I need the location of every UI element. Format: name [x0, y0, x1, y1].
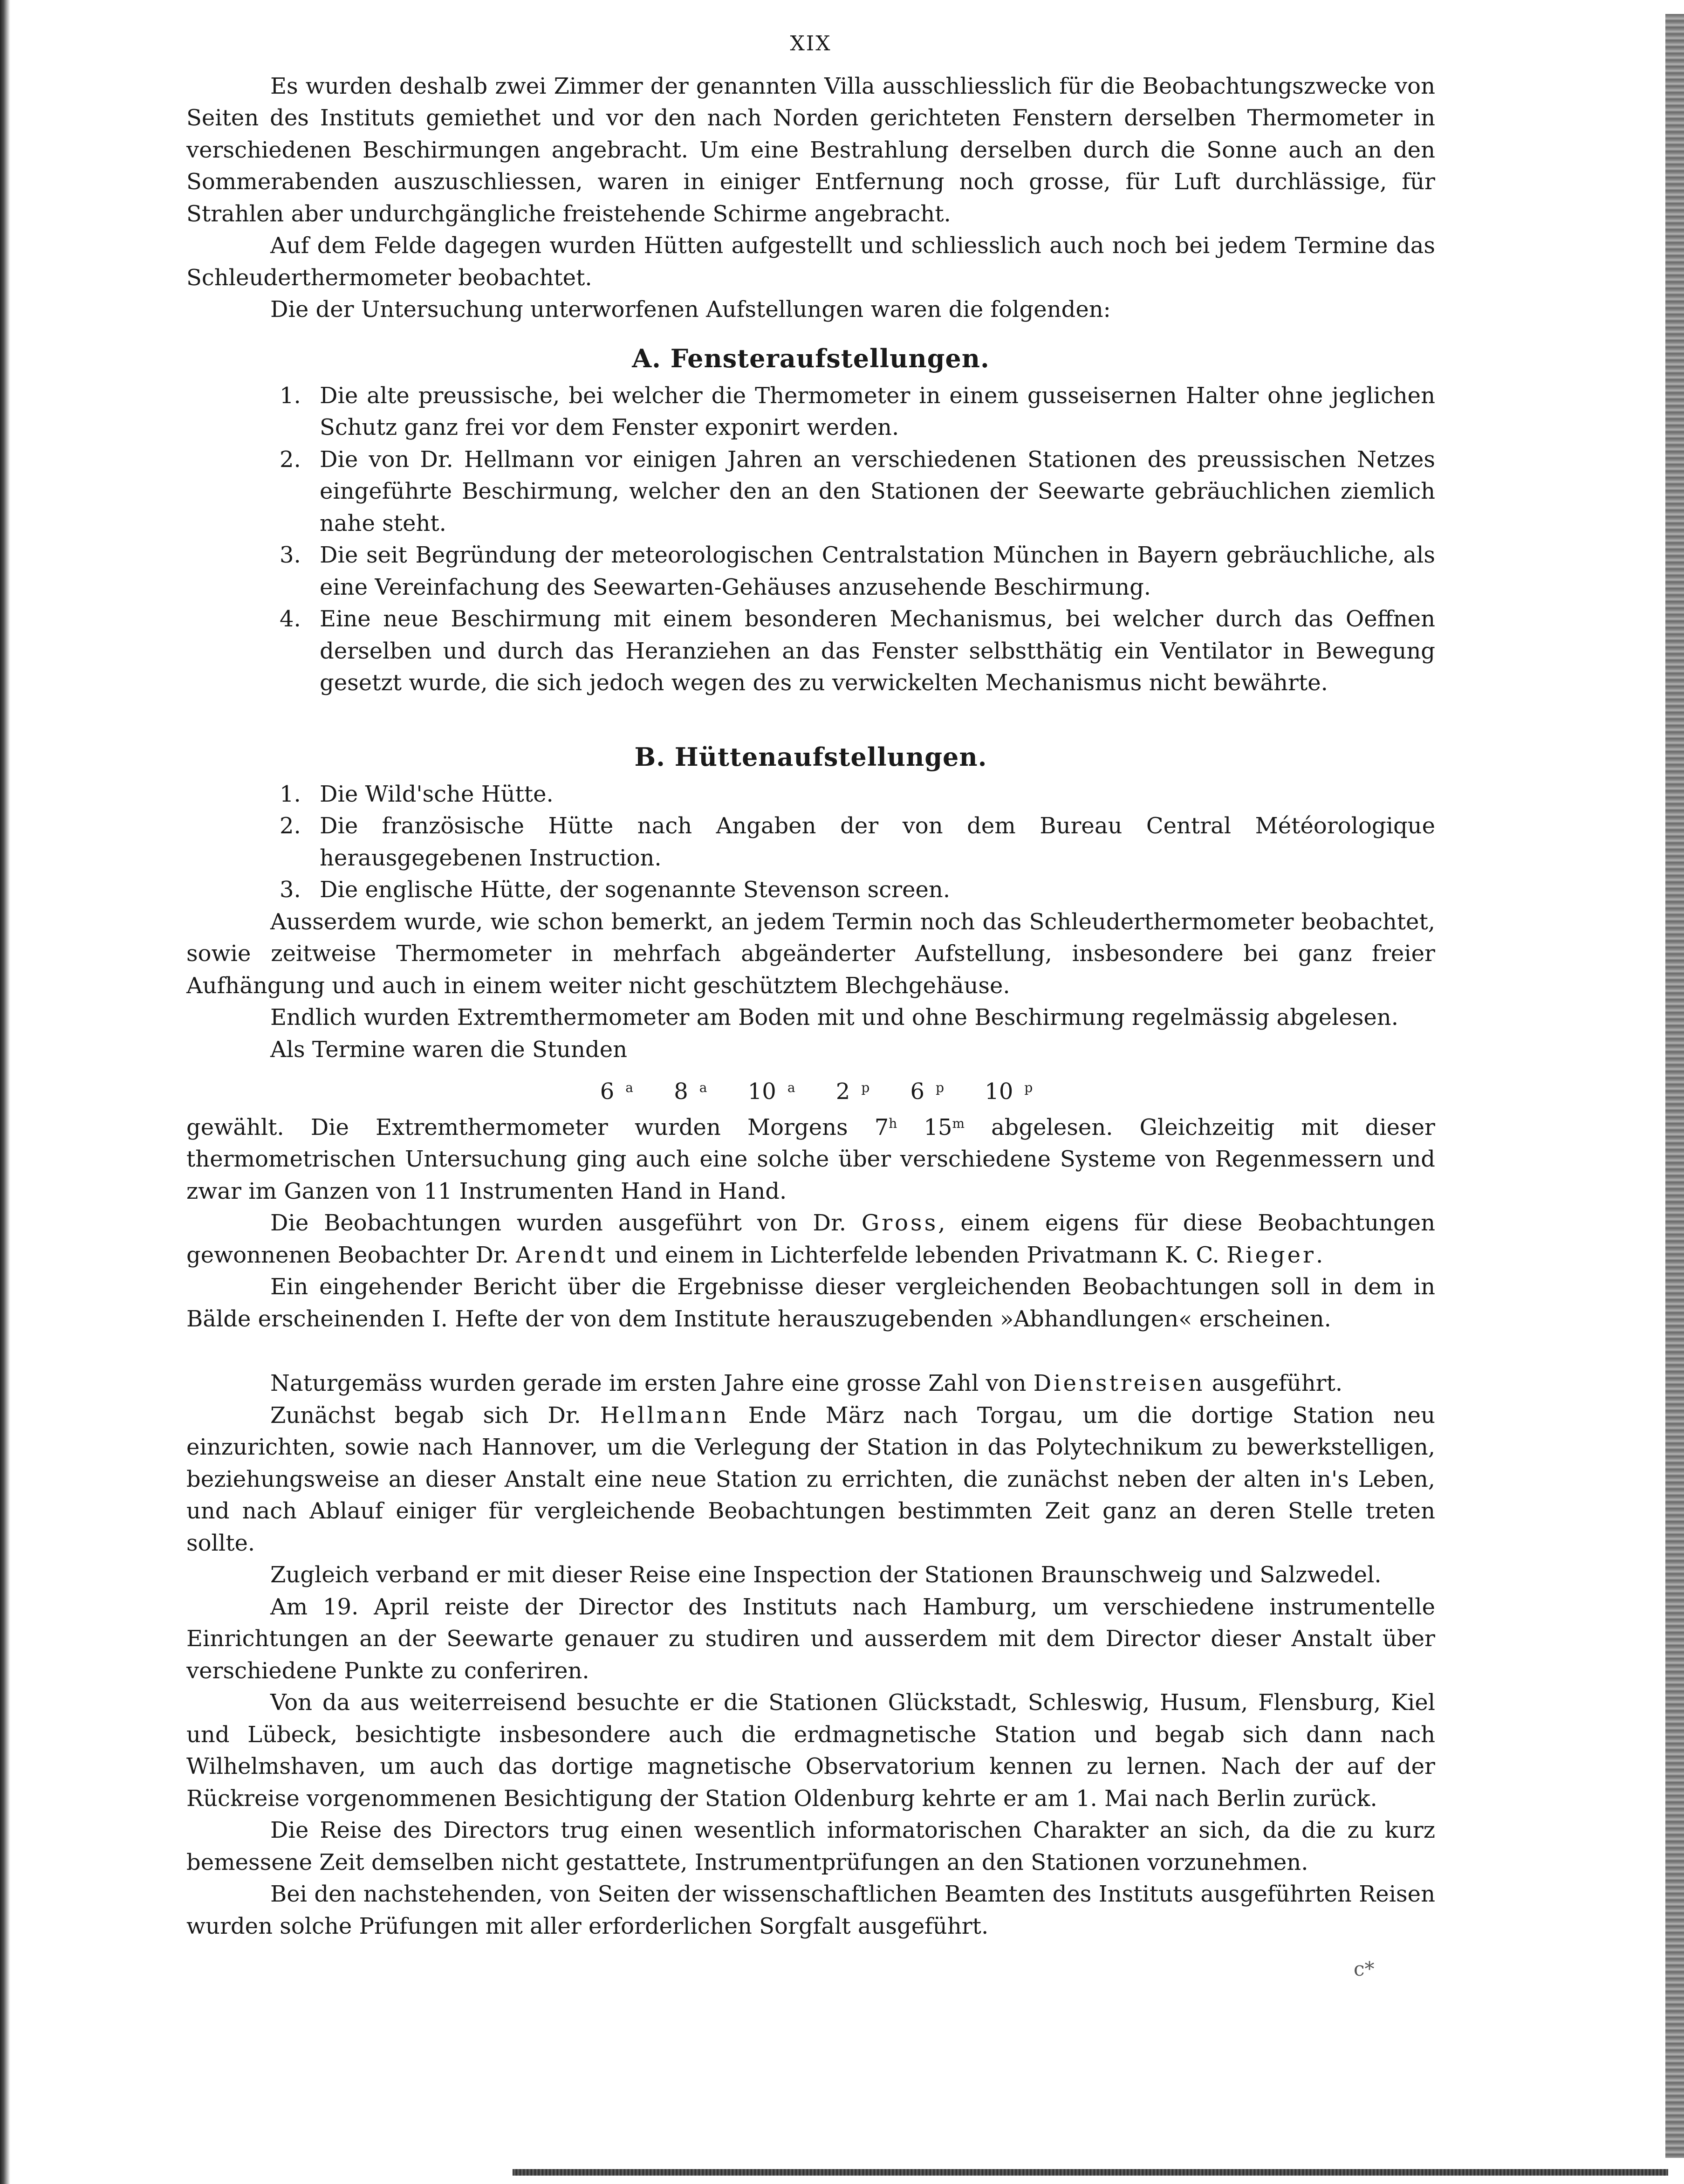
- list-number: 3.: [280, 542, 301, 568]
- list-number: 1.: [280, 781, 301, 807]
- list-text: Die französische Hütte nach Angaben der von dem Bureau Central Météorologique herausgegebenen Instruction.: [320, 813, 1435, 871]
- list-item: [186, 539, 1435, 603]
- paragraph: Bei den nachstehenden, von Seiten der wissenschaftlichen Beamten des Instituts ausgeführten Reisen wurden solche Prüfungen mit aller erforderlichen Sorgfalt ausgeführt.: [186, 1881, 1435, 1939]
- list-item: [186, 778, 1435, 810]
- list-text: Eine neue Beschirmung mit einem besonderen Mechanismus, bei welcher durch das Oeffnen derselben und durch das Heranziehen an das Fenster selbstthätig ein Ventilator in Bewegung gesetzt wurde, die sich jedoch wegen des zu verwickelten Mechanismus nicht bewährte.: [320, 606, 1435, 696]
- time-entry: 6 $^a$: [600, 1078, 633, 1105]
- section-heading-b: B. Hüttenaufstellungen.: [634, 742, 987, 772]
- section-gap: [186, 1335, 1435, 1367]
- list-number: 1.: [280, 382, 301, 409]
- list-number: 2.: [280, 813, 301, 839]
- list-item: [186, 810, 1435, 874]
- list-item: [186, 380, 1435, 444]
- list-number: 4.: [280, 606, 301, 632]
- signature-mark: c*: [1354, 1957, 1375, 1980]
- observation-times: [186, 1076, 1435, 1108]
- paragraph: Ein eingehender Bericht über die Ergebnisse dieser vergleichenden Beobachtungen soll in dem in Bälde erscheinenden I. Hefte der von dem Institute herauszugebenden »Abhandlungen« erscheinen.: [186, 1274, 1435, 1332]
- paragraph: Als Termine waren die Stunden: [270, 1036, 628, 1063]
- page-number: XIX: [790, 32, 832, 55]
- paragraph: Endlich wurden Extremthermometer am Boden mit und ohne Beschirmung regelmässig abgelesen.: [270, 1004, 1398, 1030]
- list-text: Die von Dr. Hellmann vor einigen Jahren an verschiedenen Stationen des preussischen Netzes eingeführte Beschirmung, welcher den an den Stationen der Seewarte gebräuchlichen ziemlich nahe steht.: [320, 446, 1435, 536]
- paragraph: Die Beobachtungen wurden ausgeführt von Dr. Gross, einem eigens für diese Beobachtungen gewonnenen Beobachter Dr. Arendt und einem in Lichterfelde lebenden Privatmann K. C. Rieger.: [186, 1210, 1435, 1268]
- paragraph: Zunächst begab sich Dr. Hellmann Ende März nach Torgau, um die dortige Station neu einzurichten, sowie nach Hannover, um die Verlegung der Station in das Polytechnikum zu bewerkstelligen, beziehungsweise an dieser Anstalt eine neue Station zu errichten, die zunächst neben der alten in's Leben, und nach Ablauf einiger für vergleichende Beobachtungen bestimmten Zeit ganz an deren Stelle treten sollte.: [186, 1402, 1435, 1556]
- list-text: Die seit Begründung der meteorologischen Centralstation München in Bayern gebräuchliche, als eine Vereinfachung des Seewarten-Gehäuses anzusehende Beschirmung.: [320, 542, 1435, 600]
- paragraph: Es wurden deshalb zwei Zimmer der genannten Villa ausschliesslich für die Beobachtungszwecke von Seiten des Instituts gemiethet und vor den nach Norden gerichteten Fenstern derselben Thermometer in verschiedenen Beschirmungen angebracht. Um eine Bestrahlung derselben durch die Sonne auch an den Sommerabenden auszuschliessen, waren in einiger Entfernung noch grosse, für Luft durchlässige, für Strahlen aber undurchgängliche freistehende Schirme angebracht.: [186, 73, 1435, 227]
- time-entry: 10 $^p$: [985, 1078, 1033, 1105]
- time-entry: 10 $^a$: [747, 1078, 795, 1105]
- paragraph: gewählt. Die Extremthermometer wurden Morgens 7$^h$ 15$^m$ abgelesen. Gleichzeitig mit dieser thermometrischen Untersuchung ging auch eine solche über verschiedene Systeme von Regenmessern und zwar im Ganzen von 11 Instrumenten Hand in Hand.: [186, 1114, 1436, 1204]
- paragraph: Die Reise des Directors trug einen wesentlich informatorischen Charakter an sich, da die zu kurz bemessene Zeit demselben nicht gestattete, Instrumentprüfungen an den Stationen vorzunehmen.: [186, 1817, 1435, 1875]
- list-text: Die alte preussische, bei welcher die Thermometer in einem gusseisernen Halter ohne jeglichen Schutz ganz frei vor dem Fenster exponirt werden.: [320, 382, 1435, 440]
- list-number: 3.: [280, 877, 301, 903]
- time-entry: 8 $^a$: [674, 1078, 707, 1105]
- scan-edge-left: [0, 0, 10, 2184]
- section-heading-a: A. Fensteraufstellungen.: [632, 343, 990, 373]
- paragraph: Ausserdem wurde, wie schon bemerkt, an jedem Termin noch das Schleuderthermometer beobachtet, sowie zeitweise Thermometer in mehrfach abgeänderter Aufstellung, insbesondere bei ganz freier Aufhängung und auch in einem weiter nicht geschütztem Blechgehäuse.: [186, 908, 1435, 999]
- person-name: Arendt: [516, 1242, 608, 1268]
- person-name: Rieger: [1226, 1242, 1316, 1268]
- document-page: [186, 28, 1435, 1942]
- scan-edge-bottom: [513, 2169, 1668, 2176]
- list-item: [186, 874, 1435, 906]
- emphasis: Dienstreisen: [1033, 1370, 1205, 1396]
- paragraph: Von da aus weiterreisend besuchte er die Stationen Glückstadt, Schleswig, Husum, Flensburg, Kiel und Lübeck, besichtigte insbesondere auch die erdmagnetische Station und begab sich dann nach Wilhelmshaven, um auch das dortige magnetische Observatorium kennen zu lernen. Nach der auf der Rückreise vorgenommenen Besichtigung der Station Oldenburg kehrte er am 1. Mai nach Berlin zurück.: [186, 1690, 1435, 1812]
- time-entry: 6 $^p$: [910, 1078, 945, 1105]
- person-name: Hellmann: [600, 1402, 729, 1429]
- paragraph: Auf dem Felde dagegen wurden Hütten aufgestellt und schliesslich auch noch bei jedem Termine das Schleuderthermometer beobachtet.: [186, 233, 1435, 291]
- list-text: Die englische Hütte, der sogenannte Stevenson screen.: [320, 877, 951, 903]
- paragraph: Naturgemäss wurden gerade im ersten Jahre eine grosse Zahl von Dienstreisen ausgeführt.: [270, 1370, 1343, 1396]
- paragraph: Am 19. April reiste der Director des Instituts nach Hamburg, um verschiedene instrumentelle Einrichtungen an der Seewarte genauer zu studiren und ausserdem mit dem Director dieser Anstalt über verschiedene Punkte zu conferiren.: [186, 1593, 1435, 1684]
- list-item: [186, 603, 1435, 699]
- list-item: [186, 444, 1435, 540]
- list-number: 2.: [280, 446, 301, 473]
- person-name: Gross: [861, 1210, 938, 1236]
- paragraph: Die der Untersuchung unterworfenen Aufstellungen waren die folgenden:: [270, 296, 1111, 323]
- list-text: Die Wild'sche Hütte.: [320, 781, 554, 807]
- paragraph: Zugleich verband er mit dieser Reise eine Inspection der Stationen Braunschweig und Salzwedel.: [270, 1562, 1382, 1588]
- scan-edge-right: [1665, 14, 1684, 2158]
- time-entry: 2 $^p$: [835, 1078, 870, 1105]
